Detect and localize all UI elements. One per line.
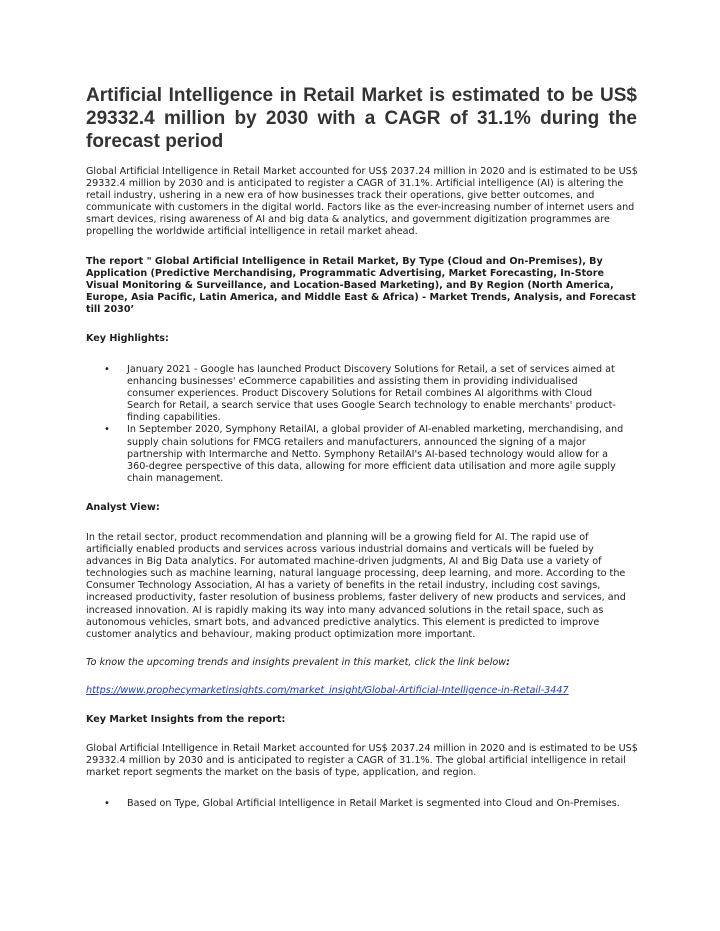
- list-item: [104, 424, 624, 484]
- list-item-text: In September 2020, Symphony RetailAI, a global provider of AI-enabled marketing, merchandising, and supply chain solutions for FMCG retailers and manufacturers, announced the signing of a major partnership with Intermarche and Netto. Symphony RetailAI's AI-based technology would allow for a 360-degree perspective of this data, allowing for more efficient data utilisation and more agile supply chain management.: [127, 424, 624, 484]
- key-highlights-list: [104, 364, 624, 485]
- bullet-icon: •: [104, 424, 110, 436]
- report-link[interactable]: https://www.prophecymarketinsights.com/market_insight/Global-Artificial-Intelligence-in-Retail-3447: [86, 685, 569, 696]
- bullet-icon: •: [104, 364, 110, 375]
- insights-list: [104, 798, 624, 810]
- report-title: The report " Global Artificial Intelligence in Retail Market, By Type (Cloud and On-Premises), By Application (Predictive Merchandising, Programmatic Advertising, Market Forecasting, In-Store Visual Monitoring & Surveillance, and Location-Based Marketing), and By Region (North America, Europe, Asia Pacific, Latin America, and Middle East & Africa) - Market Trends, Analysis, and Forecast till 2030’: [86, 256, 636, 316]
- cta-text-body: To know the upcoming trends and insights prevalent in this market, click the link below: [86, 657, 507, 668]
- bullet-icon: •: [104, 798, 110, 809]
- insights-heading: Key Market Insights from the report:: [86, 714, 286, 725]
- list-item-text: January 2021 - Google has launched Product Discovery Solutions for Retail, a set of services aimed at enhancing businesses' eCommerce capabilities and assisting them in providing individualised consumer experiences. Product Discovery Solutions for Retail combines AI algorithms with Cloud Search for Retail, a search service that uses Google Search technology to enable merchants' product-finding capabilities.: [127, 364, 616, 424]
- analyst-view-paragraph: In the retail sector, product recommendation and planning will be a growing field for AI. The rapid use of artificially enabled products and services across various industrial domains and verticals will be fueled by advances in Big Data analytics. For automated machine-driven judgments, AI and Big Data use a variety of technologies such as machine learning, natural language processing, deep learning, and more. According to the Consumer Technology Association, AI has a variety of benefits in the retail industry, including cost savings, increased productivity, faster resolution of business problems, faster delivery of new products and services, and increased innovation. AI is rapidly making its way into many advanced solutions in the retail space, such as autonomous vehicles, smart bots, and advanced predictive analytics. This element is predicted to improve customer analytics and behaviour, making product optimization more important.: [86, 532, 626, 640]
- cta-text: [86, 657, 510, 669]
- cta-colon: :: [506, 657, 510, 668]
- insights-paragraph: Global Artificial Intelligence in Retail Market accounted for US$ 2037.24 million in 2020 and is estimated to be US$ 29332.4 million by 2030 and is anticipated to register a CAGR of 31.1%. The global artificial intelligence in retail market report segments the market on the basis of type, application, and region.: [86, 743, 638, 779]
- page-title: Artificial Intelligence in Retail Market is estimated to be US$ 29332.4 million by 2030 with a CAGR of 31.1% during the forecast period: [86, 85, 637, 152]
- analyst-view-heading: Analyst View:: [86, 502, 160, 513]
- list-item: [104, 798, 624, 810]
- intro-paragraph: Global Artificial Intelligence in Retail Market accounted for US$ 2037.24 million in 2020 and is estimated to be US$ 29332.4 million by 2030 and is anticipated to register a CAGR of 31.1%. Artificial intelligence (AI) is altering the retail industry, ushering in a new era of how businesses track their operations, give better outcomes, and communicate with customers in the digital world. Factors like as the ever-increasing number of internet users and smart devices, rising awareness of AI and big data & analytics, and government digitization programmes are propelling the worldwide artificial intelligence in retail market ahead.: [86, 166, 638, 238]
- key-highlights-heading: Key Highlights:: [86, 333, 169, 344]
- list-item-text: Based on Type, Global Artificial Intelligence in Retail Market is segmented into Cloud and On-Premises.: [127, 798, 620, 809]
- list-item: [104, 364, 624, 424]
